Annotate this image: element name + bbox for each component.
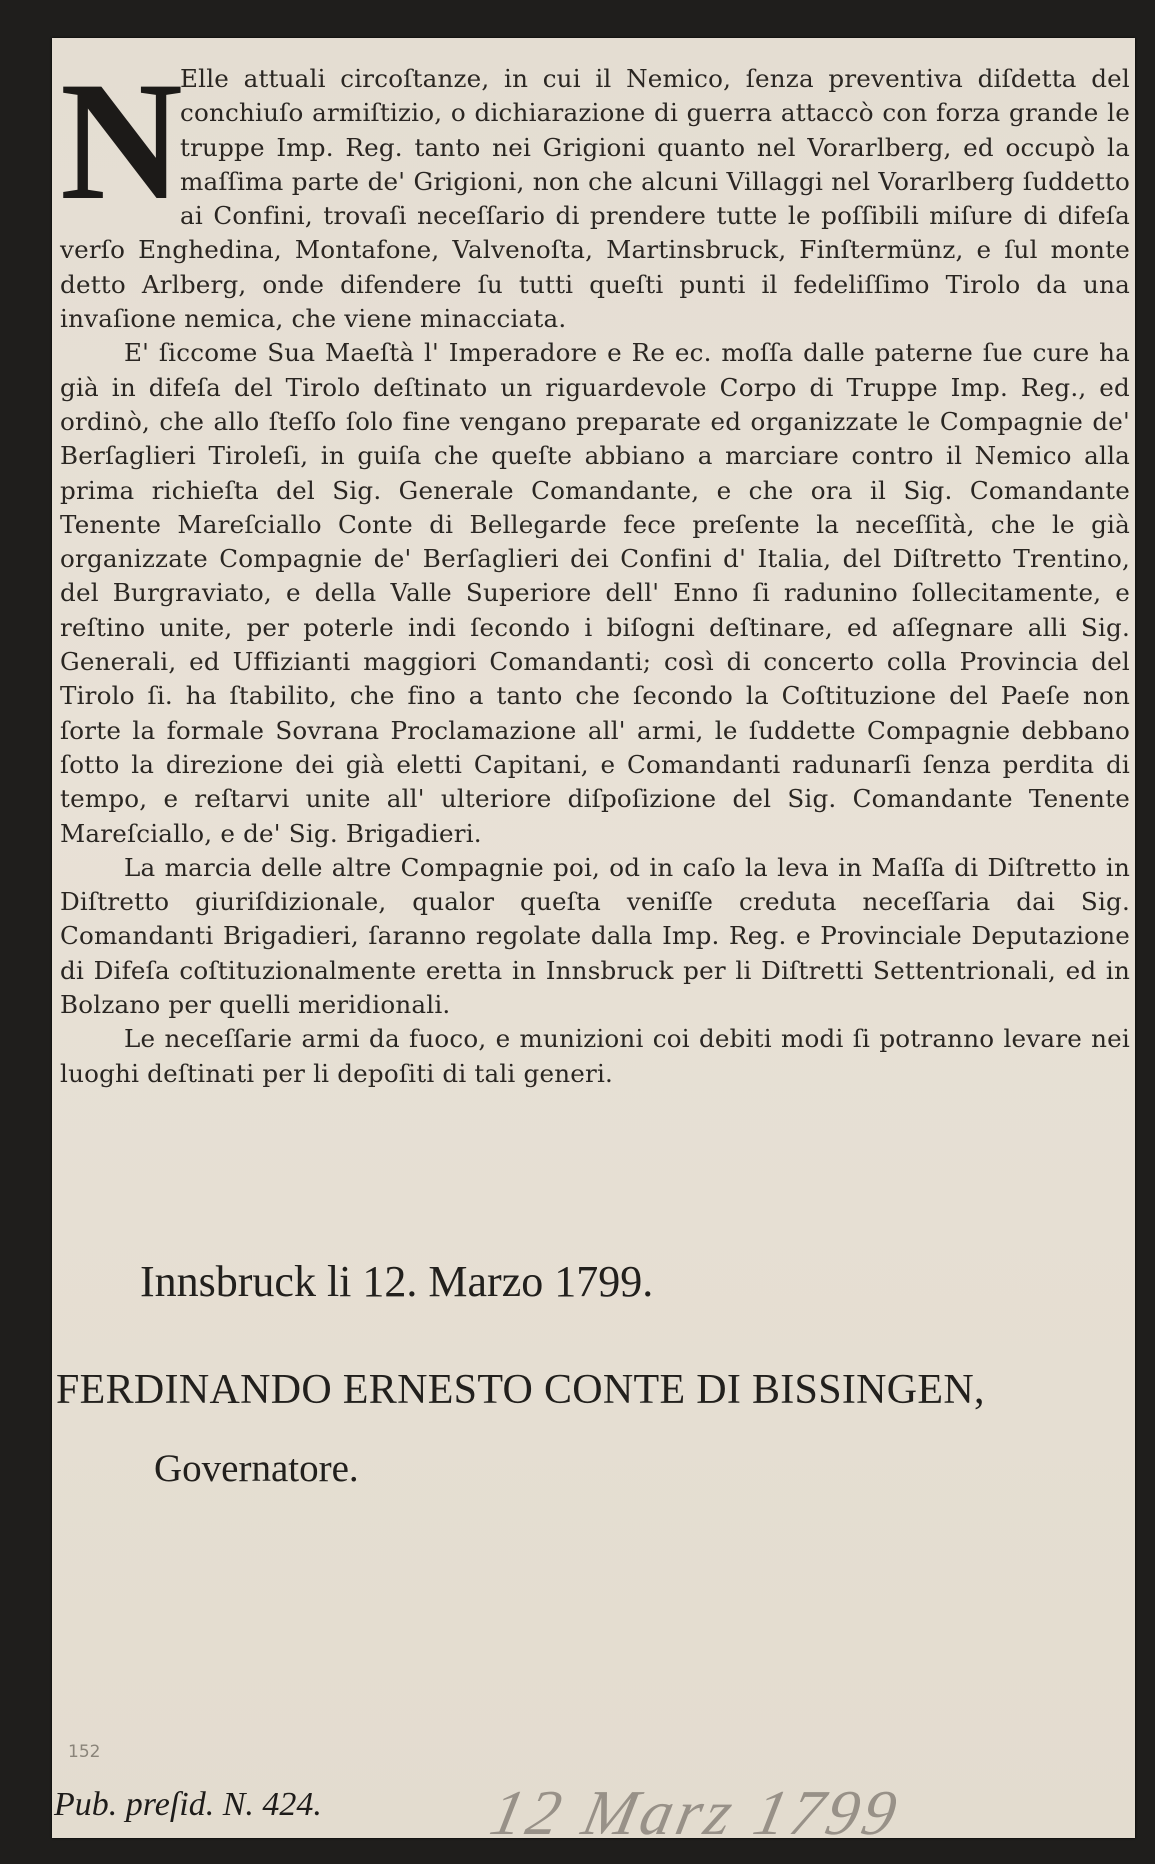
paragraph-1: Elle attuali circoſtanze, in cui il Nemico, ſenza preventiva diſdetta del conchiuſo armiſtizio, o dichiarazione di guerra attaccò con forza grande le truppe Imp. Reg. tanto nei Grigioni quanto nel Vorarlberg, ed occupò la maſſima parte de' Grigioni, non che alcuni Villaggi nel Vorarlberg ſuddetto ai Confini, trovaſi neceſſario di prendere tutte le poſſibili miſure di difeſa verſo Enghedina, Montafone, Valvenoſta, Martinsbruck, Finſtermünz, e ſul monte detto Arlberg, onde difendere ſu tutti queſti punti il fedeliſſimo Tirolo da una invaſione nemica, che viene minacciata. — [60, 64, 1130, 334]
document-sheet — [52, 38, 1135, 1848]
place-and-date: Innsbruck li 12. Marzo 1799. — [140, 1257, 654, 1306]
initial-letter: N — [60, 47, 183, 235]
handwritten-date-annotation: 12 Marz 1799 — [484, 1777, 907, 1848]
paragraph-3: La marcia delle altre Compagnie poi, od in caſo la leva in Maſſa di Diſtretto in Diſtretto giuriſdizionale, qualor queſta veniſſe creduta neceſſaria dai Sig. Comandanti Brigadieri, ſaranno regolate dalla Imp. Reg. e Provinciale Deputazione di Difeſa coſtituzionalmente eretta in Innsbruck per li Diſtretti Settentrionali, ed in Bolzano per quelli meridionali. — [60, 852, 1130, 1020]
archive-number: 152 — [68, 1742, 101, 1762]
decorated-initial — [60, 47, 183, 235]
paragraph-2: E' ſiccome Sua Maeſtà l' Imperadore e Re ec. moſſa dalle paterne ſue cure ha già in difeſa del Tirolo deſtinato un riguardevole Corpo di Truppe Imp. Reg., ed ordinò, che allo ſteſſo ſolo fine vengano preparate ed organizzate le Compagnie de' Berſaglieri Tiroleſi, in guiſa che queſte abbiano a marciare contro il Nemico alla prima richieſta del Sig. Generale Comandante, e che ora il Sig. Comandante Tenente Mareſciallo Conte di Bellegarde fece preſente la neceſſità, che le già organizzate Compagnie de' Berſaglieri dei Confini d' Italia, del Diſtretto Trentino, del Burgraviato, e della Valle Superiore dell' Enno ſi radunino ſollecitamente, e reſtino unite, per poterle indi ſecondo i biſogni deſtinare, ed aſſegnare alli Sig. Generali, ed Uffizianti maggiori Comandanti; così di concerto colla Provincia del Tirolo ſi. ha ſtabilito, che fino a tanto che ſecondo la Coſtituzione del Paeſe non ſorte la formale Sovrana Proclamazione all' armi, le ſuddette Compagnie debbano ſotto la direzione dei già eletti Capitani, e Comandanti radunarſi ſenza perdita di tempo, e reſtarvi unite all' ulteriore diſpoſizione del Sig. Comandante Tenente Mareſciallo, e de' Sig. Brigadieri. — [60, 338, 1130, 848]
signer-name: FERDINANDO ERNESTO CONTE DI BISSINGEN, — [56, 1367, 985, 1413]
signer-role: Governatore. — [154, 1447, 359, 1490]
paragraph-4: Le neceſſarie armi da fuoco, e munizioni coi debiti modi ſi potranno levare nei luoghi deſtinati per li depoſiti di tali generi. — [60, 1024, 1130, 1088]
proclamation-body — [60, 47, 1130, 1091]
publication-reference: Pub. preſid. N. 424. — [54, 1786, 322, 1823]
